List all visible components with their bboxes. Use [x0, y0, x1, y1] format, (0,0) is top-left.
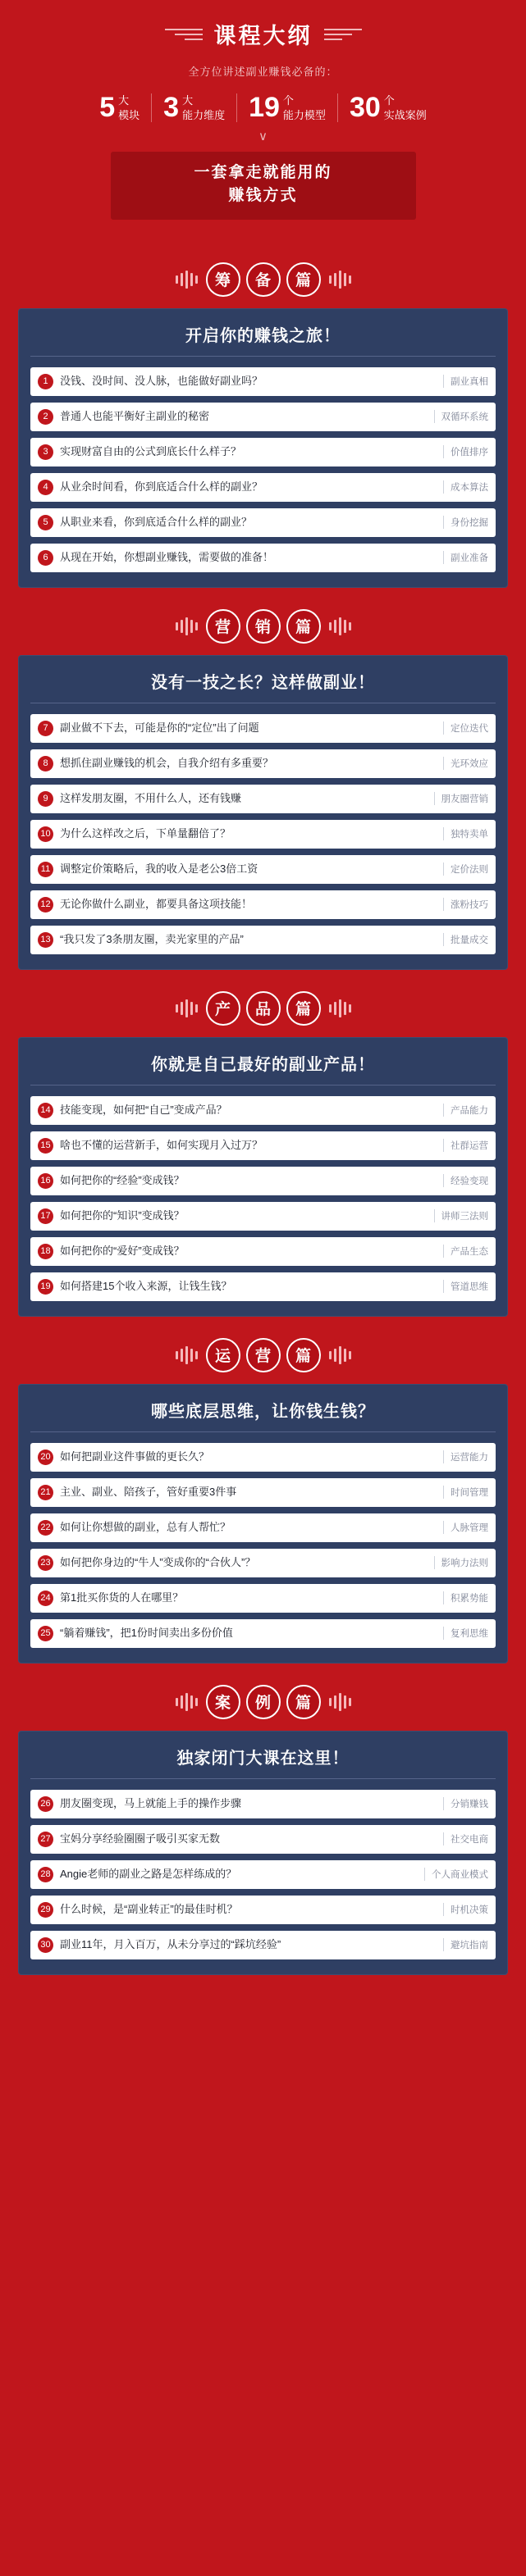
section-badge: 销 — [246, 609, 281, 644]
section-title-row — [18, 1685, 508, 1719]
outline-row[interactable] — [30, 749, 496, 778]
row-title: 想抓住副业赚钱的机会，自我介绍有多重要？ — [60, 756, 274, 769]
row-tag: 讲师三法则 — [434, 1209, 489, 1222]
row-title: 技能变现，如何把“自己”变成产品？ — [60, 1103, 227, 1116]
row-number: 29 — [38, 1902, 53, 1918]
outline-row[interactable] — [30, 1825, 496, 1854]
course-section — [0, 262, 526, 588]
row-title: 副业做不下去，可能是你的“定位”出了问题 — [60, 721, 259, 734]
row-tag: 积累势能 — [443, 1591, 488, 1604]
outline-row[interactable] — [30, 1167, 496, 1195]
row-number: 9 — [38, 791, 53, 807]
outline-row[interactable] — [30, 1549, 496, 1577]
decor-ticks-left — [176, 271, 198, 289]
section-badge: 篇 — [286, 1338, 321, 1372]
section-badge-group — [206, 1338, 321, 1372]
stat-item — [338, 93, 438, 122]
row-tag: 副业准备 — [443, 551, 488, 564]
row-tag: 批量成交 — [443, 933, 488, 946]
row-title: “我只发了3条朋友圈，卖光家里的产品” — [60, 932, 244, 945]
course-section — [0, 991, 526, 1317]
decor-ticks-left — [176, 999, 198, 1017]
row-number: 2 — [38, 409, 53, 425]
outline-row[interactable] — [30, 1202, 496, 1231]
row-tag: 定价法则 — [443, 862, 488, 876]
section-heading: 哪些底层思维，让你钱生钱？ — [30, 1398, 496, 1432]
decor-ticks-right — [329, 1693, 351, 1711]
row-number: 6 — [38, 550, 53, 566]
outline-row[interactable] — [30, 1478, 496, 1507]
row-number: 7 — [38, 721, 53, 736]
row-title: 如何把你的“知识”变成钱？ — [60, 1208, 185, 1222]
section-heading: 你就是自己最好的副业产品！ — [30, 1051, 496, 1085]
section-title-row — [18, 1338, 508, 1372]
outline-row[interactable] — [30, 1131, 496, 1160]
outline-row[interactable] — [30, 1790, 496, 1818]
row-title: 如何让你想做的副业，总有人帮忙？ — [60, 1520, 231, 1533]
section-badge: 运 — [206, 1338, 240, 1372]
row-number: 27 — [38, 1832, 53, 1847]
outline-row[interactable] — [30, 1443, 496, 1472]
row-tag: 管道思维 — [443, 1280, 488, 1293]
row-number: 19 — [38, 1279, 53, 1295]
section-heading: 开启你的赚钱之旅！ — [30, 322, 496, 357]
row-tag: 副业真相 — [443, 375, 488, 388]
section-badge-group — [206, 991, 321, 1026]
row-tag: 身份挖掘 — [443, 516, 488, 529]
outline-row[interactable] — [30, 785, 496, 813]
stat-label: 实战案例 — [383, 108, 427, 121]
outline-row[interactable] — [30, 403, 496, 431]
row-title: 主业、副业、陪孩子，管好重要3件事 — [60, 1485, 237, 1498]
page-subtitle: 全方位讲述副业赚钱必备的： — [188, 66, 338, 78]
row-number: 22 — [38, 1520, 53, 1536]
row-title: 无论你做什么副业，都要具备这项技能！ — [60, 897, 253, 910]
section-panel — [18, 308, 508, 588]
row-number: 8 — [38, 756, 53, 771]
section-badge: 产 — [206, 991, 240, 1026]
row-title: 从职业来看，你到底适合什么样的副业？ — [60, 515, 253, 528]
row-title: 没钱、没时间、没人脉，也能做好副业吗？ — [60, 374, 263, 387]
section-title-row — [18, 991, 508, 1026]
outline-row[interactable] — [30, 714, 496, 743]
course-section — [0, 1685, 526, 1975]
chevron-down-icon: ∨ — [258, 129, 268, 143]
row-title: 什么时候，是“副业转正”的最佳时机？ — [60, 1902, 238, 1915]
row-tag: 运营能力 — [443, 1450, 488, 1463]
row-title: 从现在开始，你想副业赚钱，需要做的准备！ — [60, 550, 274, 563]
row-tag: 光环效应 — [443, 757, 488, 770]
section-badge: 篇 — [286, 262, 321, 297]
stat-unit: 大 — [118, 94, 130, 107]
row-tag: 涨粉技巧 — [443, 898, 488, 911]
section-badge-group — [206, 262, 321, 297]
row-title: 宝妈分享经验圈圈子吸引买家无数 — [60, 1832, 221, 1845]
stat-label: 能力维度 — [182, 108, 226, 121]
section-badge: 篇 — [286, 609, 321, 644]
stat-label: 模块 — [118, 108, 140, 121]
decor-lines-left — [165, 29, 203, 40]
course-section — [0, 609, 526, 970]
row-tag: 社群运营 — [443, 1139, 488, 1152]
row-number: 14 — [38, 1103, 53, 1118]
row-number: 23 — [38, 1555, 53, 1571]
outline-row[interactable] — [30, 820, 496, 849]
section-badge-group — [206, 609, 321, 644]
decor-ticks-left — [176, 1346, 198, 1364]
stat-item — [237, 93, 338, 122]
outline-row[interactable] — [30, 1931, 496, 1959]
row-title: 朋友圈变现，马上就能上手的操作步骤 — [60, 1796, 242, 1809]
row-tag: 经验变现 — [443, 1174, 488, 1187]
row-number: 5 — [38, 515, 53, 530]
row-title: 如何搭建15个收入来源，让钱生钱？ — [60, 1279, 232, 1292]
section-heading: 没有一技之长？这样做副业！ — [30, 669, 496, 703]
row-tag: 时间管理 — [443, 1486, 488, 1499]
row-tag: 产品生态 — [443, 1245, 488, 1258]
row-number: 18 — [38, 1244, 53, 1259]
decor-ticks-right — [329, 271, 351, 289]
outline-row[interactable] — [30, 1860, 496, 1889]
sections-container — [0, 262, 526, 1975]
outline-row[interactable] — [30, 1513, 496, 1542]
outline-row[interactable] — [30, 1619, 496, 1648]
decor-ticks-left — [176, 1693, 198, 1711]
row-number: 21 — [38, 1485, 53, 1500]
outline-row[interactable] — [30, 890, 496, 919]
row-title: “躺着赚钱”，把1份时间卖出多份价值 — [60, 1626, 233, 1639]
row-title: 如何把副业这件事做的更长久？ — [60, 1450, 210, 1463]
section-heading: 独家闭门大课在这里！ — [30, 1745, 496, 1779]
row-title: 如何把你的“爱好”变成钱？ — [60, 1244, 185, 1257]
section-panel — [18, 1037, 508, 1317]
outline-row[interactable] — [30, 508, 496, 537]
row-number: 16 — [38, 1173, 53, 1189]
section-title-row — [18, 262, 508, 297]
stat-label: 能力模型 — [282, 108, 326, 121]
stat-unit: 个 — [383, 94, 395, 107]
row-title: 如何把你的“经验”变成钱？ — [60, 1173, 185, 1186]
row-title: 实现财富自由的公式到底长什么样子？ — [60, 444, 242, 457]
row-title: 第1批买你货的人在哪里？ — [60, 1591, 184, 1604]
row-tag: 朋友圈营销 — [434, 792, 489, 805]
row-number: 17 — [38, 1208, 53, 1224]
row-number: 30 — [38, 1937, 53, 1953]
outline-row[interactable] — [30, 1584, 496, 1613]
row-number: 20 — [38, 1450, 53, 1465]
row-tag: 分销赚钱 — [443, 1797, 488, 1810]
row-number: 1 — [38, 374, 53, 389]
outline-row[interactable] — [30, 855, 496, 884]
stat-item — [152, 93, 237, 122]
stat-item — [88, 93, 152, 122]
outline-row[interactable] — [30, 473, 496, 502]
row-tag: 产品能力 — [443, 1104, 488, 1117]
row-tag: 独特卖单 — [443, 827, 488, 840]
section-badge: 筹 — [206, 262, 240, 297]
page-title: 课程大纲 — [213, 24, 313, 48]
row-title: 从业余时间看，你到底适合什么样的副业？ — [60, 480, 263, 493]
row-number: 24 — [38, 1591, 53, 1606]
row-number: 25 — [38, 1626, 53, 1641]
section-badge: 例 — [246, 1685, 281, 1719]
row-title: Angie老师的副业之路是怎样练成的？ — [60, 1867, 237, 1880]
row-title: 为什么这样改之后，下单量翻倍了？ — [60, 826, 231, 840]
banner-line-1: 一套拿走就能用的 — [194, 163, 332, 181]
section-panel — [18, 655, 508, 970]
row-number: 15 — [38, 1138, 53, 1154]
page-header — [0, 0, 526, 241]
decor-ticks-right — [329, 1346, 351, 1364]
section-badge: 备 — [246, 262, 281, 297]
row-title: 啥也不懂的运营新手，如何实现月入过万？ — [60, 1138, 263, 1151]
section-badge-group — [206, 1685, 321, 1719]
row-number: 4 — [38, 480, 53, 495]
row-tag: 价值排序 — [443, 445, 488, 458]
row-number: 12 — [38, 897, 53, 913]
outline-row[interactable] — [30, 1896, 496, 1924]
row-tag: 成本算法 — [443, 480, 488, 494]
header-title-row — [0, 18, 526, 50]
outline-row[interactable] — [30, 1096, 496, 1125]
course-section — [0, 1338, 526, 1663]
section-badge: 品 — [246, 991, 281, 1026]
row-title: 如何把你身边的“牛人”变成你的“合伙人”？ — [60, 1555, 256, 1568]
row-tag: 影响力法则 — [434, 1556, 489, 1569]
row-title: 副业11年，月入百万，从未分享过的“踩坑经验” — [60, 1937, 281, 1950]
row-tag: 双循环系统 — [434, 410, 489, 423]
outline-row[interactable] — [30, 438, 496, 467]
row-number: 11 — [38, 862, 53, 877]
row-number: 28 — [38, 1867, 53, 1882]
section-badge: 篇 — [286, 1685, 321, 1719]
row-tag: 个人商业模式 — [424, 1868, 488, 1881]
row-title: 这样发朋友圈，不用什么人，还有钱赚 — [60, 791, 242, 804]
decor-lines-right — [324, 29, 362, 40]
row-number: 3 — [38, 444, 53, 460]
section-badge: 营 — [246, 1338, 281, 1372]
stat-number: 5 — [99, 92, 116, 123]
stat-number: 19 — [249, 92, 280, 123]
stat-number: 30 — [349, 92, 381, 123]
outline-row[interactable] — [30, 1237, 496, 1266]
stat-number: 3 — [163, 92, 180, 123]
row-title: 调整定价策略后，我的收入是老公3倍工资 — [60, 862, 258, 875]
stat-unit: 大 — [182, 94, 194, 107]
row-number: 10 — [38, 826, 53, 842]
decor-ticks-right — [329, 999, 351, 1017]
decor-ticks-left — [176, 617, 198, 635]
outline-row[interactable] — [30, 1272, 496, 1301]
row-tag: 定位迭代 — [443, 721, 488, 735]
header-banner — [111, 152, 416, 220]
row-number: 26 — [38, 1796, 53, 1812]
row-tag: 避坑指南 — [443, 1938, 488, 1951]
row-number: 13 — [38, 932, 53, 948]
outline-row[interactable] — [30, 544, 496, 572]
row-tag: 复利思维 — [443, 1627, 488, 1640]
section-badge: 篇 — [286, 991, 321, 1026]
stats-row — [0, 93, 526, 122]
row-tag: 时机决策 — [443, 1903, 488, 1916]
outline-row[interactable] — [30, 367, 496, 396]
decor-ticks-right — [329, 617, 351, 635]
stat-unit: 个 — [282, 94, 294, 107]
row-tag: 社交电商 — [443, 1832, 488, 1846]
row-tag: 人脉管理 — [443, 1521, 488, 1534]
row-title: 普通人也能平衡好主副业的秘密 — [60, 409, 210, 422]
section-badge: 案 — [206, 1685, 240, 1719]
outline-row[interactable] — [30, 926, 496, 954]
section-panel — [18, 1731, 508, 1975]
section-title-row — [18, 609, 508, 644]
section-badge: 营 — [206, 609, 240, 644]
section-panel — [18, 1384, 508, 1663]
banner-line-2: 赚钱方式 — [228, 187, 298, 205]
